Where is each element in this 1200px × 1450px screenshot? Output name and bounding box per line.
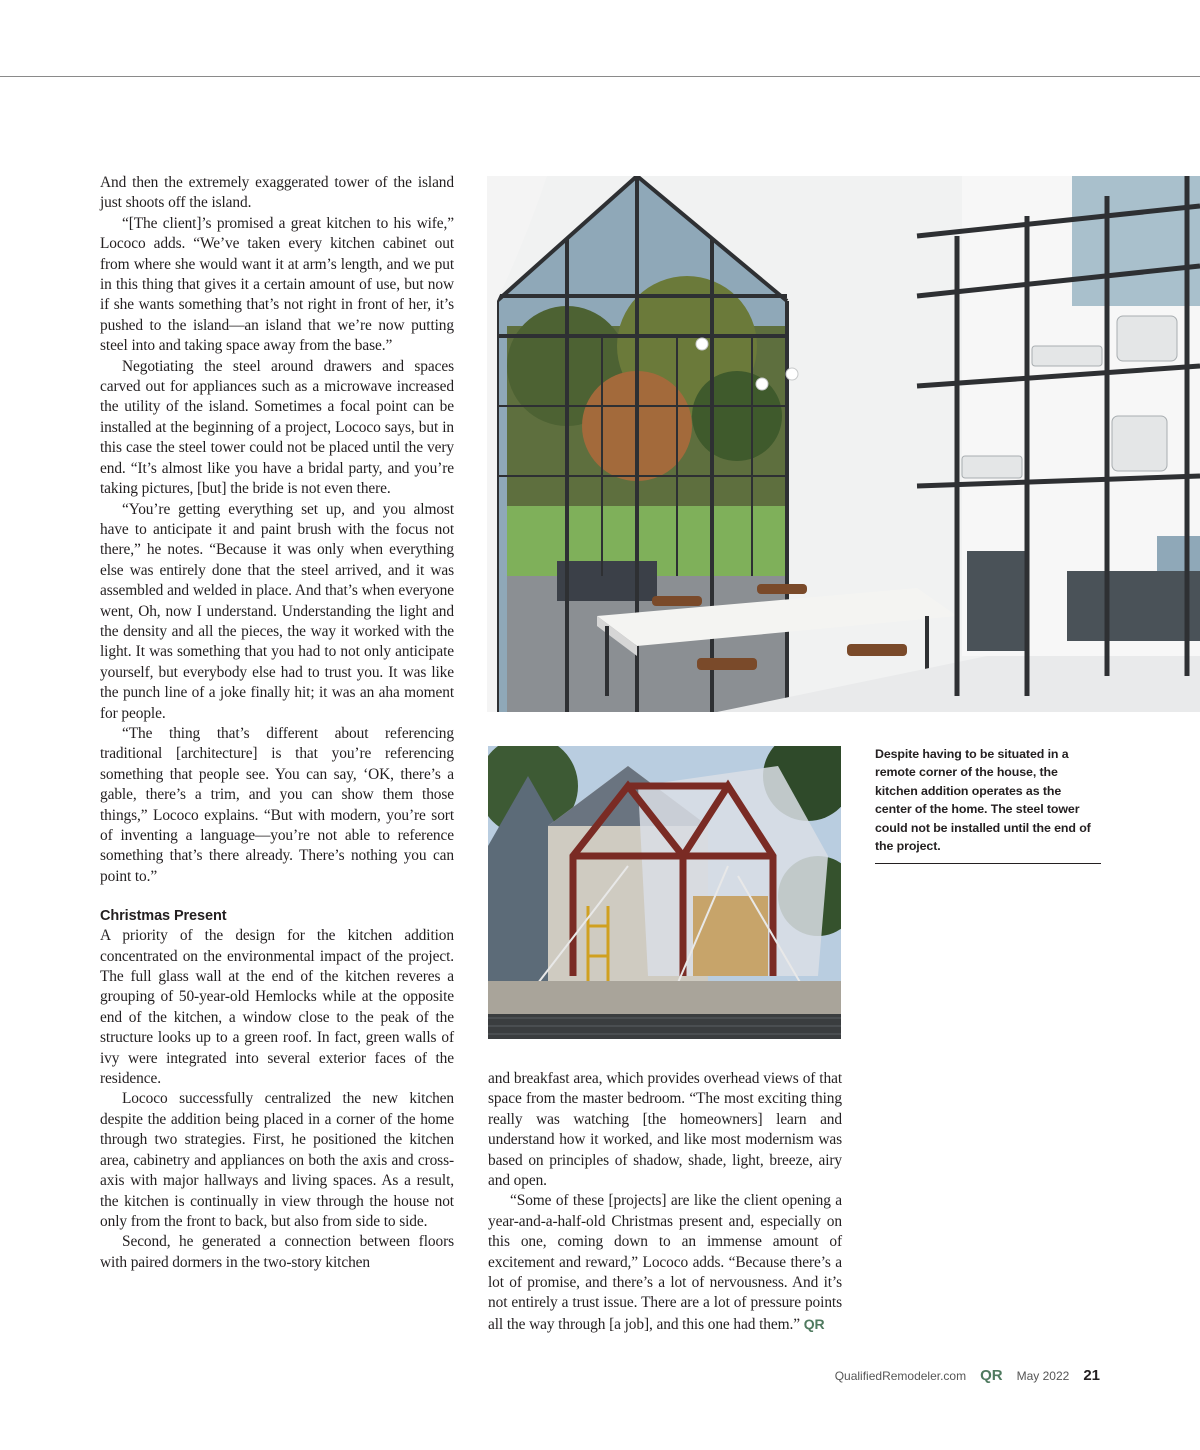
paragraph: Negotiating the steel around drawers and spaces carved out for appliances such as a microwave increased the utility of the island. Sometimes a focal point can be installed at the beginning of a project, Lococo says, but in this case the steel tower could not be placed until the very end. “It’s almost like you have a bridal party, and you’re taking pictures, [but] the bride is not even there.	[100, 357, 454, 498]
footer-website: QualifiedRemodeler.com	[834, 1369, 967, 1383]
paragraph-text: “Some of these [projects] are like the client opening a year-and-a-half-old Christmas present and, especially on this one, coming down to an immense amount of excitement and reward,” Lococo adds. “Because there’s a lot of promise, and there’s a lot of nervousness. And it’s not entirely a trust issue. There are a lot of pressure points all the way through [a job], and this one had them.”	[488, 1192, 842, 1333]
construction-photo-illustration	[488, 746, 841, 1039]
paragraph: A priority of the design for the kitchen addition concentrated on the environmental impact of the project. The full glass wall at the end of the kitchen reveres a grouping of 50-year-old Hemlocks while at the opposite end of the kitchen, a window close to the peak of the structure looks up to a green roof. In fact, green walls of ivy were integrated into several exterior faces of the residence.	[100, 927, 454, 1088]
page-number: 21	[1083, 1367, 1100, 1384]
subhead: Christmas Present	[100, 908, 227, 925]
footer-brand-logo: QR	[980, 1367, 1003, 1384]
paragraph: Second, he generated a connection between floors with paired dormers in the two-story kitchen	[100, 1233, 454, 1271]
paragraph: And then the extremely exaggerated tower of the island just shoots off the island.	[100, 174, 454, 212]
page-footer	[835, 1367, 1100, 1384]
article-mid-column	[488, 1069, 842, 1335]
footer-issue-date: May 2022	[1016, 1369, 1070, 1383]
construction-photo	[488, 746, 841, 1039]
paragraph: “[The client]’s promised a great kitchen to his wife,” Lococo adds. “We’ve taken every kitchen cabinet out from where she would want it at arm’s length, and we put in this thing that gives it a certain amount of use, but now if she wants something that’s not right in front of her, it’s pushed to the island—an island that we’re now putting steel into and taking space away from the base.”	[100, 214, 454, 355]
kitchen-photo-illustration	[487, 176, 1200, 712]
paragraph: “You’re getting everything set up, and you almost have to anticipate it and paint brush with the focus not there,” he notes. “Because it was only when everything else was entirely done that the steel arrived, and it was assembled and welded in place. And that’s when everyone went, Oh, now I understand. Understanding the light and the density and all the pieces, the way it worked with the light. It was something that you had to not only anticipate yourself, but everybody else had to trust you. It was like the punch line of a joke finally hit; it was an aha moment for people.	[100, 500, 454, 722]
paragraph: Lococo successfully centralized the new kitchen despite the addition being placed in a corner of the home through two strategies. First, he positioned the kitchen area, cabinetry and appliances on both the axis and cross-axis with major hallways and living spaces. As a result, the kitchen is continually in view through the house not only from the front to back, but also from side to side.	[100, 1090, 454, 1230]
end-mark: QR	[803, 1315, 825, 1332]
article-left-column	[100, 173, 454, 1273]
paragraph: “The thing that’s different about referencing traditional [architecture] is that you’re referencing something that people see. You can say, ‘OK, there’s a gable, there’s a trim, and you can show them those things,” Lococo explains. “But with modern, you’re sort of inventing a language—you’re not able to reference something that’s there already. There’s nothing you can point to.”	[100, 724, 454, 885]
photo-caption: Despite having to be situated in a remote corner of the house, the kitchen addition operates as the center of the home. The steel tower could not be installed until the end of the project.	[875, 745, 1101, 864]
top-rule	[0, 76, 1200, 77]
kitchen-photo	[487, 176, 1200, 712]
paragraph	[488, 1191, 842, 1335]
paragraph: and breakfast area, which provides overhead views of that space from the master bedroom. “The most exciting thing really was watching [the homeowners] learn and understand how it worked, and like most modernism was based on principles of shadow, shade, light, breeze, airy and open.	[488, 1070, 842, 1190]
